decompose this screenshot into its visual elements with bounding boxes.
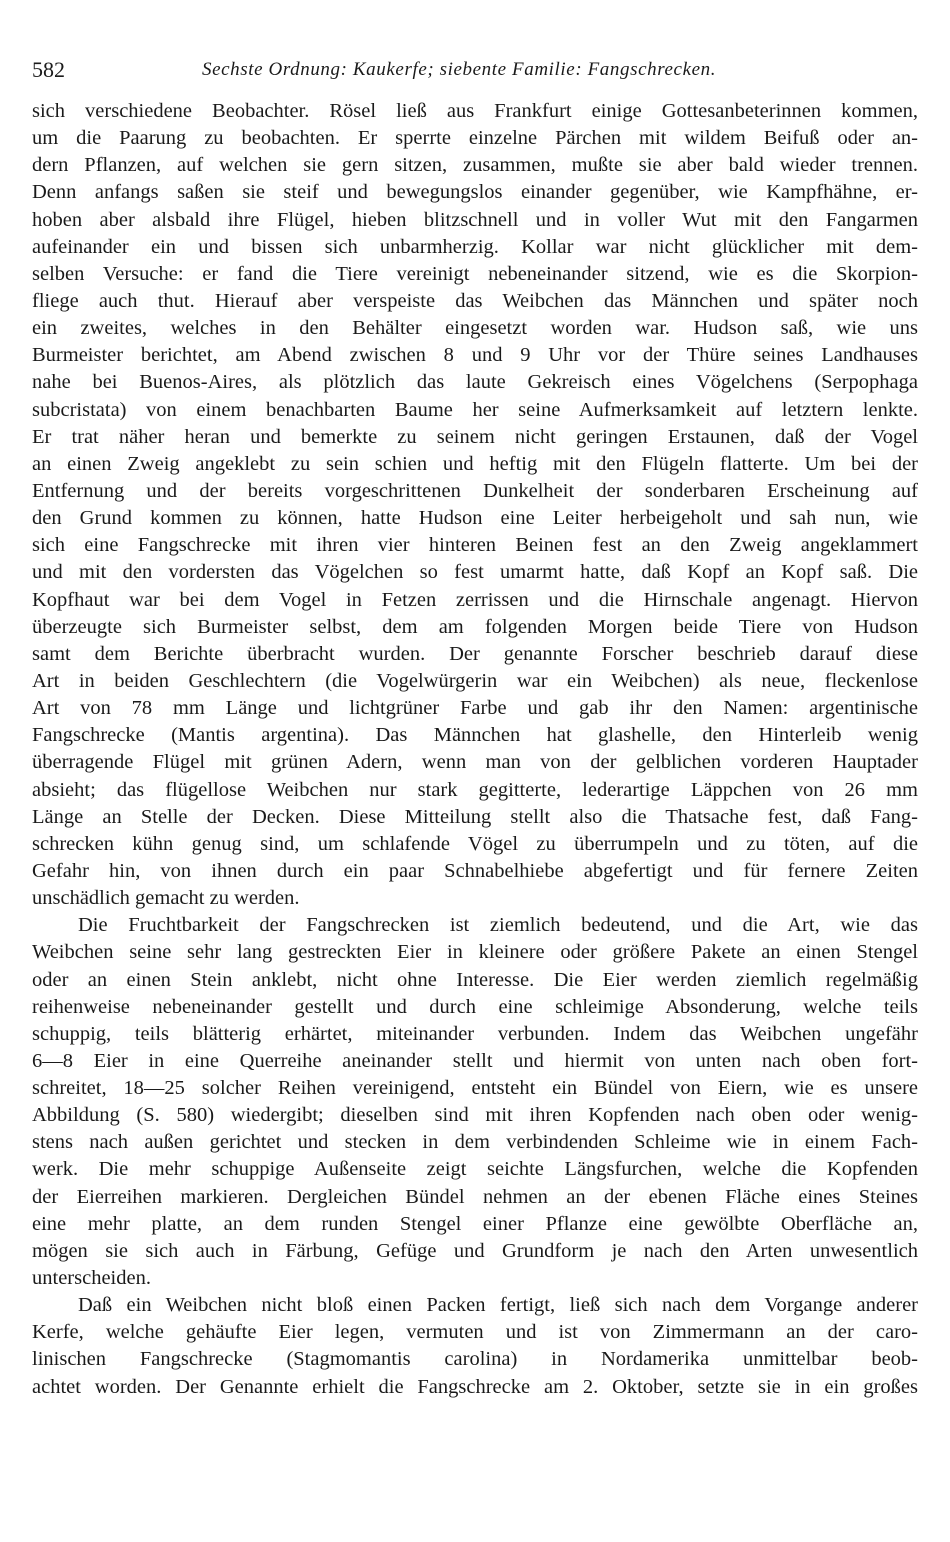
text-line: und mit den vordersten das Vögelchen so fest umarmt hatte, daß Kopf an Kopf saß. Die (32, 561, 918, 584)
text-line: Denn anfangs saßen sie steif und bewegungslos einander gegenüber, wie Kampfhähne, er- (32, 181, 918, 204)
text-line: eine mehr platte, an dem runden Stengel einer Pflanze eine gewölbte Oberfläche an, (32, 1212, 918, 1235)
text-line: 6—8 Eier in eine Querreihe aneinander stellt und hiermit von unten nach oben fort- (32, 1049, 918, 1072)
text-line: überzeugte sich Burmeister selbst, dem am folgenden Morgen beide Tiere von Hudson (32, 615, 918, 638)
document-page (32, 52, 918, 1532)
text-line: selben Versuche: er fand die Tiere vereinigt nebeneinander sitzend, wie es die Skorpion- (32, 262, 918, 285)
text-line: schuppig, teils blätterig erhärtet, miteinander verbunden. Indem das Weibchen ungefähr (32, 1022, 918, 1045)
text-line: unschädlich gemacht zu werden. (32, 887, 300, 910)
text-line: dern Pflanzen, auf welchen sie gern sitzen, zusammen, mußte sie aber bald wieder trennen. (32, 154, 918, 177)
text-line: Entfernung und der bereits vorgeschrittenen Dunkelheit der sonderbaren Erscheinung auf (32, 479, 918, 502)
text-line: fliege auch thut. Hierauf aber verspeiste das Weibchen das Männchen und später noch (32, 289, 918, 312)
text-line: Daß ein Weibchen nicht bloß einen Packen fertigt, ließ sich nach dem Vorgange anderer (78, 1294, 918, 1317)
text-line: um die Paarung zu beobachten. Er sperrte einzelne Pärchen mit wildem Beifuß oder an- (32, 127, 918, 150)
text-line: den Grund kommen zu können, hatte Hudson eine Leiter herbeigeholt und sah nun, wie (32, 507, 918, 530)
text-line: oder an einen Stein anklebt, nicht ohne Interesse. Die Eier werden ziemlich regelmäßig (32, 968, 918, 991)
running-head: Sechste Ordnung: Kaukerfe; siebente Familie: Fangschrecken. (202, 59, 717, 80)
text-line: achtet worden. Der Genannte erhielt die Fangschrecke am 2. Oktober, setzte sie in ein großes (32, 1375, 918, 1398)
text-line: Art von 78 mm Länge und lichtgrüner Farbe und gab ihr den Namen: argentinische (32, 697, 918, 720)
text-line: hoben aber alsbald ihre Flügel, hieben blitzschnell und in voller Wut mit den Fangarmen (32, 208, 918, 231)
text-line: absieht; das flügellose Weibchen nur stark gegitterte, lederartige Läppchen von 26 mm (32, 778, 918, 801)
text-line: Fangschrecke (Mantis argentina). Das Männchen hat glashelle, den Hinterleib wenig (32, 724, 918, 747)
text-line: Die Fruchtbarkeit der Fangschrecken ist ziemlich bedeutend, und die Art, wie das (78, 914, 918, 937)
text-line: samt dem Berichte überbracht wurden. Der genannte Forscher beschrieb darauf diese (32, 642, 918, 665)
text-line: nahe bei Buenos-Aires, als plötzlich das laute Gekreisch eines Vögelchens (Serpophaga (32, 371, 918, 394)
text-line: schreitet, 18—25 solcher Reihen vereinigend, entsteht ein Bündel von Eiern, wie es unsere (32, 1077, 918, 1100)
text-line: Er trat näher heran und bemerkte zu seinem nicht geringen Erstaunen, daß der Vogel (32, 425, 918, 448)
text-line: überragende Flügel mit grünen Adern, wenn man von der gelblichen vorderen Hauptader (32, 751, 918, 774)
text-line: Art in beiden Geschlechtern (die Vogelwürgerin war ein Weibchen) als neue, fleckenlose (32, 669, 918, 692)
text-line: aufeinander ein und bissen sich unbarmherzig. Kollar war nicht glücklicher mit dem- (32, 235, 918, 258)
text-line: sich eine Fangschrecke mit ihren vier hinteren Beinen fest an den Zweig angeklammert (32, 534, 918, 557)
text-line: reihenweise nebeneinander gestellt und durch eine schleimige Absonderung, welche teils (32, 995, 918, 1018)
text-line: mögen sie sich auch in Färbung, Gefüge und Grundform je nach den Arten unwesentlich (32, 1239, 918, 1262)
text-line: Kerfe, welche gehäufte Eier legen, vermuten und ist von Zimmermann an der caro- (32, 1321, 918, 1344)
text-line: Abbildung (S. 580) wiedergibt; dieselben sind mit ihren Kopfenden nach oben oder wenig- (32, 1104, 918, 1127)
text-line: ein zweites, welches in den Behälter eingesetzt worden war. Hudson saß, wie uns (32, 317, 918, 340)
text-line: subcristata) von einem benachbarten Baume her seine Aufmerksamkeit auf letztern lenkte. (32, 398, 918, 421)
text-line: schrecken kühn genug sind, um schlafende Vögel zu überrumpeln und zu töten, auf die (32, 832, 918, 855)
page-header (32, 52, 918, 88)
text-line: unterscheiden. (32, 1267, 151, 1290)
text-line: Länge an Stelle der Decken. Diese Mitteilung stellt also die Thatsache fest, daß Fang- (32, 805, 918, 828)
text-line: sich verschiedene Beobachter. Rösel ließ aus Frankfurt einige Gottesanbeterinnen kommen, (32, 100, 918, 122)
text-line: Weibchen seine sehr lang gestreckten Eier in kleinere oder größere Pakete an einen Stengel (32, 941, 918, 964)
text-line: der Eierreihen markieren. Dergleichen Bündel nehmen an der ebenen Fläche eines Steines (32, 1185, 918, 1208)
text-line: Gefahr hin, von ihnen durch ein paar Schnabelhiebe abgefertigt und für fernere Zeiten (32, 859, 918, 882)
page-number: 582 (32, 57, 65, 82)
body-text (32, 98, 918, 1401)
text-line: werk. Die mehr schuppige Außenseite zeigt seichte Längsfurchen, welche die Kopfenden (32, 1158, 918, 1181)
text-line: linischen Fangschrecke (Stagmomantis carolina) in Nordamerika unmittelbar beob- (32, 1348, 918, 1371)
text-line: Burmeister berichtet, am Abend zwischen 8 und 9 Uhr vor der Thüre seines Landhauses (32, 344, 918, 367)
text-line: Kopfhaut war bei dem Vogel in Fetzen zerrissen und die Hirnschale angenagt. Hiervon (32, 588, 918, 611)
text-line: stens nach außen gerichtet und stecken in dem verbindenden Schleime wie in einem Fach- (32, 1131, 918, 1154)
text-line: an einen Zweig angeklebt zu sein schien und heftig mit den Flügeln flatterte. Um bei der (32, 452, 918, 475)
